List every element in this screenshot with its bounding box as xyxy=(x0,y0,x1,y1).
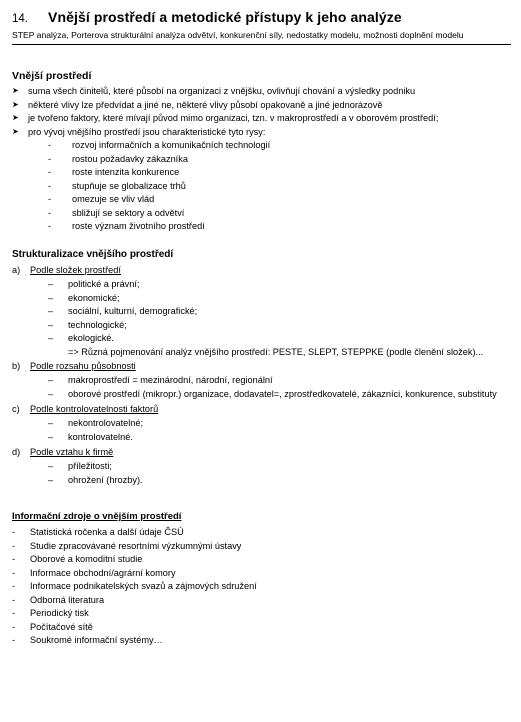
list-item: - omezuje se vliv vlád xyxy=(48,194,155,205)
list-item: - stupňuje se globalizace trhů xyxy=(48,180,186,191)
list-item: – sociální, kulturní, demografické; xyxy=(48,306,198,317)
traits-list xyxy=(12,139,511,234)
list-item: ➤ suma všech činitelů, které působí na organizaci z vnějšku, ovlivňují chování a výsledky podniku xyxy=(12,86,416,97)
list-item: - Počítačové sítě xyxy=(12,621,93,632)
list-item: - Soukromé informační systémy… xyxy=(12,635,163,646)
arrow-bullet-icon: ➤ xyxy=(12,126,19,136)
list-item: – kontrolovatelné. xyxy=(48,431,133,442)
list-item: – technologické; xyxy=(48,319,127,330)
section-heading-vnejsi: Vnější prostředí xyxy=(12,70,92,83)
subsection-title: Podle rozsahu působnosti xyxy=(30,361,136,372)
list-item: – ekologické. xyxy=(48,333,114,344)
note-text: => Různá pojmenování analýz vnějšího prostředí: PESTE, SLEPT, STEPPKE (podle členění složek)... xyxy=(68,346,484,357)
list-item: - sbližují se sektory a odvětví xyxy=(48,207,185,218)
list-item: – oborové prostředí (mikropr.) organizace, dodavatel=, zprostředkovatelé, zákazníci, konkurence, substituty xyxy=(48,388,497,399)
section-heading-strukturalizace: Strukturalizace vnějšího prostředí xyxy=(12,248,174,260)
list-item: – ohrožení (hrozby). xyxy=(48,474,143,485)
list-item: - roste význam životního prostředí xyxy=(48,221,205,232)
subsection-title: Podle složek prostředí xyxy=(30,265,121,276)
chapter-title: Vnější prostředí a metodické přístupy k jeho analýze xyxy=(48,9,402,25)
list-item: - Informace obchodní/agrární komory xyxy=(12,567,176,578)
list-item: - Informace podnikatelských svazů a zájmových sdružení xyxy=(12,581,257,592)
title-row xyxy=(12,8,511,28)
arrow-bullet-icon: ➤ xyxy=(12,113,19,123)
subsection-b: b) Podle rozsahu působnosti – makroprostředí = mezinárodní, národní, regionální – oborové prostředí (mikropr.) organizace, dodavatel=, zprostředkovatelé, zákazníci, konkurence, substituty xyxy=(12,360,511,401)
bullet-list xyxy=(12,85,511,139)
list-item: – nekontrolovatelné; xyxy=(48,418,144,429)
info-sources-list xyxy=(12,526,511,648)
list-item: - Oborové a komoditní studie xyxy=(12,554,143,565)
list-item: - rozvoj informačních a komunikačních technologií xyxy=(48,140,271,151)
chapter-subtitle: STEP analýza, Porterova strukturální analýza odvětví, konkurenční síly, nedostatky modelu, možnosti doplnění modelu xyxy=(12,30,511,46)
subsection-d: d) Podle vztahu k firmě – příležitosti; – ohrožení (hrozby). xyxy=(12,446,511,487)
arrow-bullet-icon: ➤ xyxy=(12,99,19,109)
list-item: – ekonomické; xyxy=(48,292,120,303)
subsection-c: c) Podle kontrolovatelnosti faktorů – nekontrolovatelné; – kontrolovatelné. xyxy=(12,403,511,444)
list-item: - roste intenzita konkurence xyxy=(48,167,180,178)
list-item: - Periodický tisk xyxy=(12,608,89,619)
chapter-number: 14. xyxy=(12,13,28,25)
list-item: – makroprostředí = mezinárodní, národní, regionální xyxy=(48,375,273,386)
subsection-title: Podle vztahu k firmě xyxy=(30,447,114,458)
list-item: ➤ je tvořeno faktory, které mívají původ mimo organizaci, tzn. v makroprostředí a v oborovém prostředí; xyxy=(12,113,439,124)
list-item: ➤ některé vlivy lze předvídat a jiné ne, některé vlivy působí opakovaně a jiné jednorázově xyxy=(12,99,383,110)
list-item: - Odborná literatura xyxy=(12,594,105,605)
list-item: – politické a právní; xyxy=(48,279,140,290)
subsection-title: Podle kontrolovatelnosti faktorů xyxy=(30,404,159,415)
list-item: – příležitosti; xyxy=(48,461,112,472)
arrow-bullet-icon: ➤ xyxy=(12,86,19,96)
list-item: - rostou požadavky zákazníka xyxy=(48,153,188,164)
subsection-a: a) Podle složek prostředí – politické a právní; – ekonomické; – sociální, kulturní, demografické; – technologické; – ekologické. => Různá pojmenování analýz vnějšího prostředí: PESTE, SLEPT, STEPPKE (podle členění složek)... xyxy=(12,264,511,358)
list-item: ➤ pro vývoj vnějšího prostředí jsou charakteristické tyto rysy: xyxy=(12,126,266,137)
section-heading-informacni-zdroje: Informační zdroje o vnějším prostředí xyxy=(12,511,182,523)
list-item: - Studie zpracovávané resortními výzkumnými ústavy xyxy=(12,540,242,551)
list-item: - Statistická ročenka a další údaje ČSÚ xyxy=(12,527,184,538)
